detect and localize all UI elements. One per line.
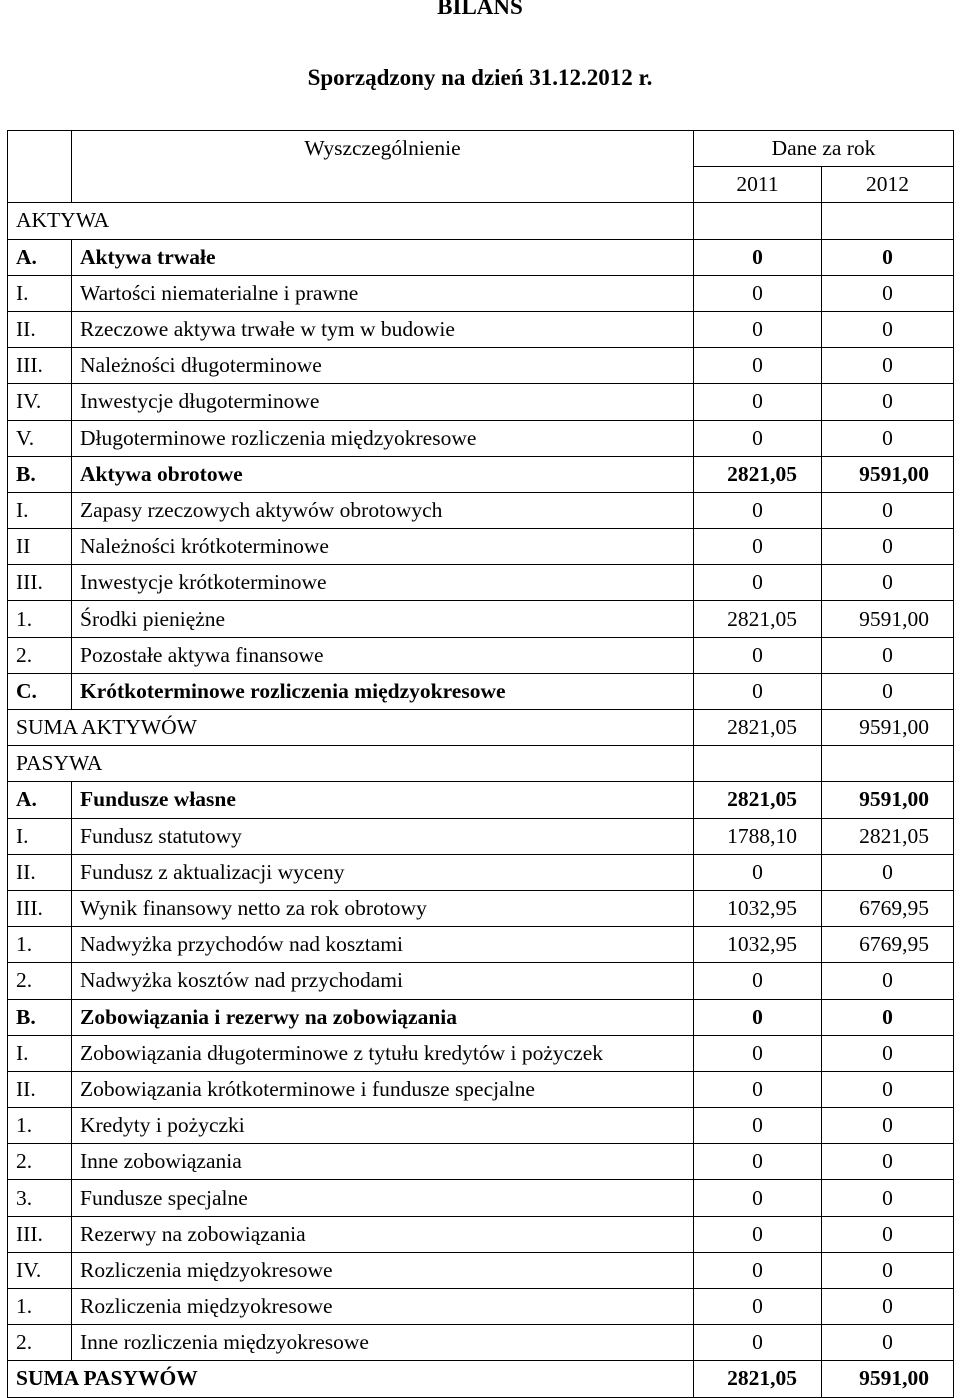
value-2011: 1032,95: [694, 927, 822, 963]
table-row: [8, 348, 954, 384]
value-2012: 0: [822, 1252, 954, 1288]
row-label: Rzeczowe aktywa trwałe w tym w budowie: [72, 311, 694, 347]
row-label: Kredyty i pożyczki: [72, 1108, 694, 1144]
row-number: II.: [8, 854, 72, 890]
header-row: [8, 131, 954, 167]
value-2012: 9591,00: [822, 601, 954, 637]
table-row: [8, 529, 954, 565]
row-number: C.: [8, 673, 72, 709]
table-row: [8, 601, 954, 637]
row-number: IV.: [8, 1252, 72, 1288]
table-row: [8, 673, 954, 709]
value-2011: 0: [694, 1035, 822, 1071]
row-label: Środki pieniężne: [72, 601, 694, 637]
value-2011: 2821,05: [694, 456, 822, 492]
value-2012: 0: [822, 1071, 954, 1107]
table-row: [8, 1180, 954, 1216]
table-row: [8, 492, 954, 528]
value-2011: 0: [694, 999, 822, 1035]
value-2012: 2821,05: [822, 818, 954, 854]
value-2012: 0: [822, 1108, 954, 1144]
value-2012: 9591,00: [822, 456, 954, 492]
total-label: SUMA AKTYWÓW: [8, 710, 694, 746]
row-number: 1.: [8, 1289, 72, 1325]
table-row: [8, 565, 954, 601]
row-label: Wynik finansowy netto za rok obrotowy: [72, 890, 694, 926]
row-label: Fundusze własne: [72, 782, 694, 818]
value-2012: 6769,95: [822, 927, 954, 963]
value-2012: 0: [822, 1035, 954, 1071]
value-2011: 0: [694, 311, 822, 347]
row-label: Krótkoterminowe rozliczenia międzyokresowe: [72, 673, 694, 709]
row-number: II.: [8, 1071, 72, 1107]
balance-sheet-table: [7, 130, 954, 1398]
table-row: [8, 927, 954, 963]
row-number: 2.: [8, 637, 72, 673]
row-number: 1.: [8, 927, 72, 963]
row-number: 2.: [8, 1325, 72, 1361]
row-number: III.: [8, 348, 72, 384]
row-label: Należności krótkoterminowe: [72, 529, 694, 565]
row-number: 2.: [8, 1144, 72, 1180]
row-number: B.: [8, 999, 72, 1035]
value-2011: 0: [694, 963, 822, 999]
value-2011: 0: [694, 348, 822, 384]
row-number: 1.: [8, 1108, 72, 1144]
table-row: [8, 1289, 954, 1325]
row-label: Inwestycje długoterminowe: [72, 384, 694, 420]
row-label: Fundusze specjalne: [72, 1180, 694, 1216]
header-corner-cell-lower: [8, 167, 72, 203]
section-label: PASYWA: [8, 746, 694, 782]
value-2012: 0: [822, 311, 954, 347]
value-2011: 0: [694, 637, 822, 673]
value-2011: 2821,05: [694, 601, 822, 637]
row-number: II: [8, 529, 72, 565]
value-2011: 1788,10: [694, 818, 822, 854]
empty-cell: [822, 746, 954, 782]
header-corner-cell: [8, 131, 72, 167]
row-label: Pozostałe aktywa finansowe: [72, 637, 694, 673]
header-description: Wyszczególnienie: [72, 131, 694, 167]
document-subtitle: Sporządzony na dzień 31.12.2012 r.: [307, 65, 653, 90]
value-2011: 1032,95: [694, 890, 822, 926]
table-row: [8, 1216, 954, 1252]
value-2012: 9591,00: [822, 782, 954, 818]
table-row: [8, 1071, 954, 1107]
row-number: III.: [8, 565, 72, 601]
value-2012: 9591,00: [822, 1361, 954, 1397]
row-number: I.: [8, 275, 72, 311]
row-label: Zobowiązania i rezerwy na zobowiązania: [72, 999, 694, 1035]
table-row: [8, 456, 954, 492]
value-2012: 9591,00: [822, 710, 954, 746]
empty-cell: [694, 203, 822, 239]
row-number: I.: [8, 1035, 72, 1071]
table-row: [8, 1108, 954, 1144]
value-2012: 0: [822, 348, 954, 384]
row-number: I.: [8, 492, 72, 528]
value-2011: 0: [694, 1325, 822, 1361]
row-label: Należności długoterminowe: [72, 348, 694, 384]
table-row: [8, 782, 954, 818]
value-2012: 0: [822, 1144, 954, 1180]
value-2012: 0: [822, 565, 954, 601]
table-row: [8, 275, 954, 311]
total-label: SUMA PASYWÓW: [8, 1361, 694, 1397]
row-label: Zobowiązania długoterminowe z tytułu kredytów i pożyczek: [72, 1035, 694, 1071]
row-number: I.: [8, 818, 72, 854]
table-row: [8, 746, 954, 782]
value-2011: 0: [694, 420, 822, 456]
row-label: Fundusz z aktualizacji wyceny: [72, 854, 694, 890]
table-row: [8, 999, 954, 1035]
header-years-row: [8, 167, 954, 203]
value-2012: 6769,95: [822, 890, 954, 926]
row-number: II.: [8, 311, 72, 347]
header-year-2012: 2012: [822, 167, 954, 203]
value-2011: 2821,05: [694, 782, 822, 818]
table-row: [8, 818, 954, 854]
value-2011: 0: [694, 1252, 822, 1288]
row-number: V.: [8, 420, 72, 456]
value-2012: 0: [822, 420, 954, 456]
value-2011: 0: [694, 384, 822, 420]
table-row: [8, 1144, 954, 1180]
row-label: Zobowiązania krótkoterminowe i fundusze specjalne: [72, 1071, 694, 1107]
table-row: [8, 1361, 954, 1397]
value-2011: 0: [694, 529, 822, 565]
value-2012: 0: [822, 384, 954, 420]
table-row: [8, 239, 954, 275]
header-year-2011: 2011: [694, 167, 822, 203]
empty-cell: [822, 203, 954, 239]
value-2011: 2821,05: [694, 710, 822, 746]
row-number: A.: [8, 782, 72, 818]
value-2012: 0: [822, 1289, 954, 1325]
row-number: A.: [8, 239, 72, 275]
row-label: Inwestycje krótkoterminowe: [72, 565, 694, 601]
value-2012: 0: [822, 673, 954, 709]
row-label: Nadwyżka przychodów nad kosztami: [72, 927, 694, 963]
value-2012: 0: [822, 999, 954, 1035]
row-number: III.: [8, 1216, 72, 1252]
table-row: [8, 963, 954, 999]
value-2012: 0: [822, 637, 954, 673]
value-2011: 0: [694, 1071, 822, 1107]
table-row: [8, 203, 954, 239]
value-2011: 0: [694, 673, 822, 709]
table-row: [8, 384, 954, 420]
row-label: Zapasy rzeczowych aktywów obrotowych: [72, 492, 694, 528]
row-label: Długoterminowe rozliczenia międzyokresowe: [72, 420, 694, 456]
value-2012: 0: [822, 275, 954, 311]
value-2011: 0: [694, 1289, 822, 1325]
row-label: Inne zobowiązania: [72, 1144, 694, 1180]
value-2012: 0: [822, 529, 954, 565]
header-description-lower: [72, 167, 694, 203]
empty-cell: [694, 746, 822, 782]
row-number: 3.: [8, 1180, 72, 1216]
value-2011: 0: [694, 1180, 822, 1216]
value-2011: 0: [694, 1216, 822, 1252]
section-label: AKTYWA: [8, 203, 694, 239]
row-number: 1.: [8, 601, 72, 637]
value-2011: 0: [694, 1108, 822, 1144]
row-number: 2.: [8, 963, 72, 999]
row-label: Nadwyżka kosztów nad przychodami: [72, 963, 694, 999]
row-number: B.: [8, 456, 72, 492]
value-2012: 0: [822, 1325, 954, 1361]
row-number: IV.: [8, 384, 72, 420]
value-2011: 0: [694, 1144, 822, 1180]
value-2012: 0: [822, 239, 954, 275]
value-2011: 0: [694, 275, 822, 311]
table-row: [8, 637, 954, 673]
row-label: Aktywa obrotowe: [72, 456, 694, 492]
table-row: [8, 710, 954, 746]
document-title: BILANS: [437, 0, 523, 19]
value-2012: 0: [822, 492, 954, 528]
value-2012: 0: [822, 1216, 954, 1252]
row-label: Aktywa trwałe: [72, 239, 694, 275]
table-row: [8, 1325, 954, 1361]
value-2011: 0: [694, 492, 822, 528]
row-label: Rozliczenia międzyokresowe: [72, 1289, 694, 1325]
value-2011: 0: [694, 239, 822, 275]
value-2012: 0: [822, 963, 954, 999]
row-label: Fundusz statutowy: [72, 818, 694, 854]
row-number: III.: [8, 890, 72, 926]
table-row: [8, 420, 954, 456]
header-data-for-year: Dane za rok: [694, 131, 954, 167]
table-row: [8, 1035, 954, 1071]
row-label: Rozliczenia międzyokresowe: [72, 1252, 694, 1288]
value-2011: 0: [694, 854, 822, 890]
value-2012: 0: [822, 854, 954, 890]
table-row: [8, 890, 954, 926]
row-label: Wartości niematerialne i prawne: [72, 275, 694, 311]
row-label: Inne rozliczenia międzyokresowe: [72, 1325, 694, 1361]
value-2011: 2821,05: [694, 1361, 822, 1397]
table-row: [8, 854, 954, 890]
row-label: Rezerwy na zobowiązania: [72, 1216, 694, 1252]
table-row: [8, 311, 954, 347]
value-2012: 0: [822, 1180, 954, 1216]
table-row: [8, 1252, 954, 1288]
value-2011: 0: [694, 565, 822, 601]
